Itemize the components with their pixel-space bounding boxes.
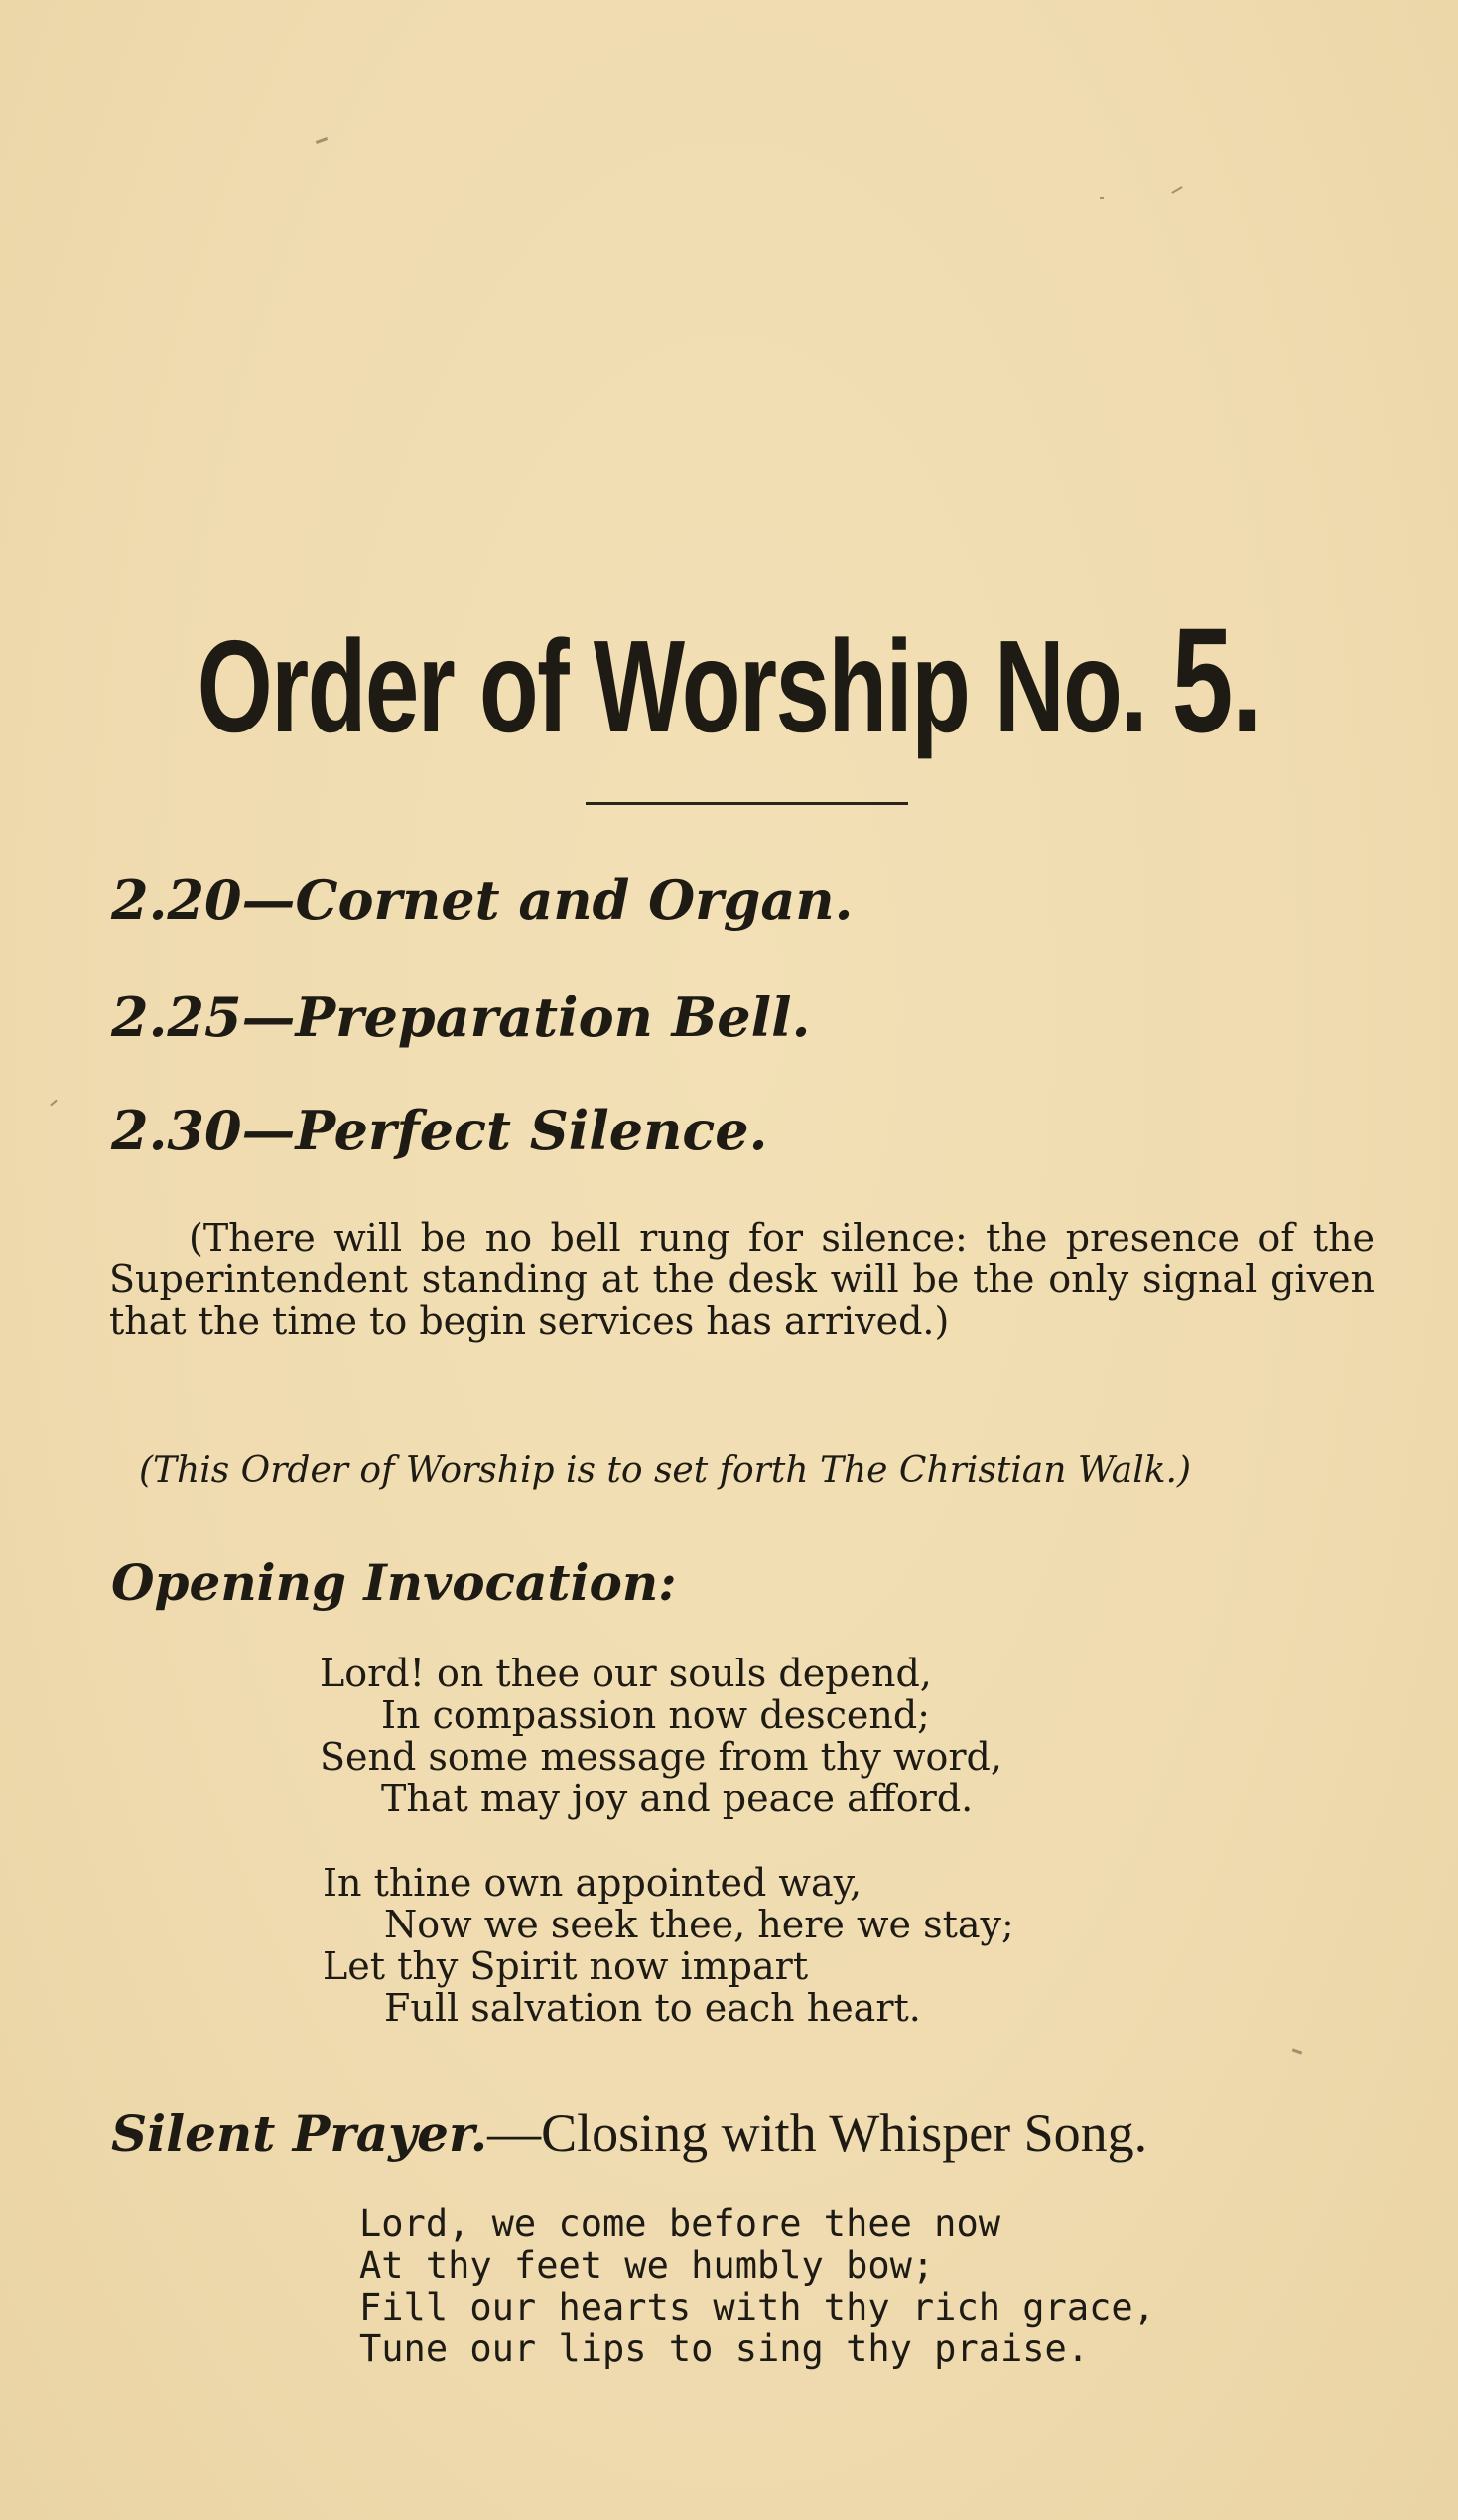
prayer-heading [111,2103,1148,2163]
silence-note-text: (There will be no bell rung for silence: the presence of the Superintendent standing at the desk will be the only signal given that the time to begin services has arrived.) [109,1216,1375,1343]
print-speck [1100,197,1104,199]
whisper-song-stanza [359,2203,1155,2370]
title-divider [586,802,908,805]
verse-line: Full salvation to each heart. [384,1986,921,2030]
invocation-heading: Opening Invocation: [111,1553,677,1612]
page-title [190,597,1268,763]
verse-line: Now we seek thee, here we stay; [384,1903,1014,1946]
verse-line: That may joy and peace afford. [381,1777,974,1820]
verse-line: Lord! on thee our souls depend, [320,1652,932,1695]
print-speck [50,1100,57,1107]
verse-line: Tune our lips to sing thy praise. [359,2327,1090,2370]
verse-line: Send some message from thy word, [320,1735,1002,1779]
verse-line: Lord, we come before thee now [359,2202,1001,2245]
title-number: 5. [1171,597,1261,763]
prayer-heading-text: Silent Prayer. [111,2104,488,2163]
verse-line: Let thy Spirit now impart [323,1944,809,1988]
schedule-item-cornet: 2.20—Cornet and Organ. [111,868,854,932]
verse-line: In compassion now descend; [381,1693,930,1737]
schedule-item-silence: 2.30—Perfect Silence. [111,1099,768,1162]
print-speck [1292,2048,1302,2054]
schedule-item-bell: 2.25—Preparation Bell. [111,986,811,1049]
theme-note: (This Order of Worship is to set forth The Christian Walk.) [139,1450,1192,1491]
invocation-stanza-2 [323,1862,1014,2029]
prayer-subheading: —Closing with Whisper Song. [487,2103,1148,2163]
title-text: Order of Worship No. [197,613,1146,759]
print-speck [316,137,328,144]
verse-line: In thine own appointed way, [323,1861,862,1905]
invocation-stanza-1 [320,1653,1002,1819]
verse-line: Fill our hearts with thy rich grace, [359,2286,1155,2328]
print-speck [1171,186,1182,194]
verse-line: At thy feet we humbly bow; [359,2244,935,2287]
silence-note [109,1217,1375,1342]
